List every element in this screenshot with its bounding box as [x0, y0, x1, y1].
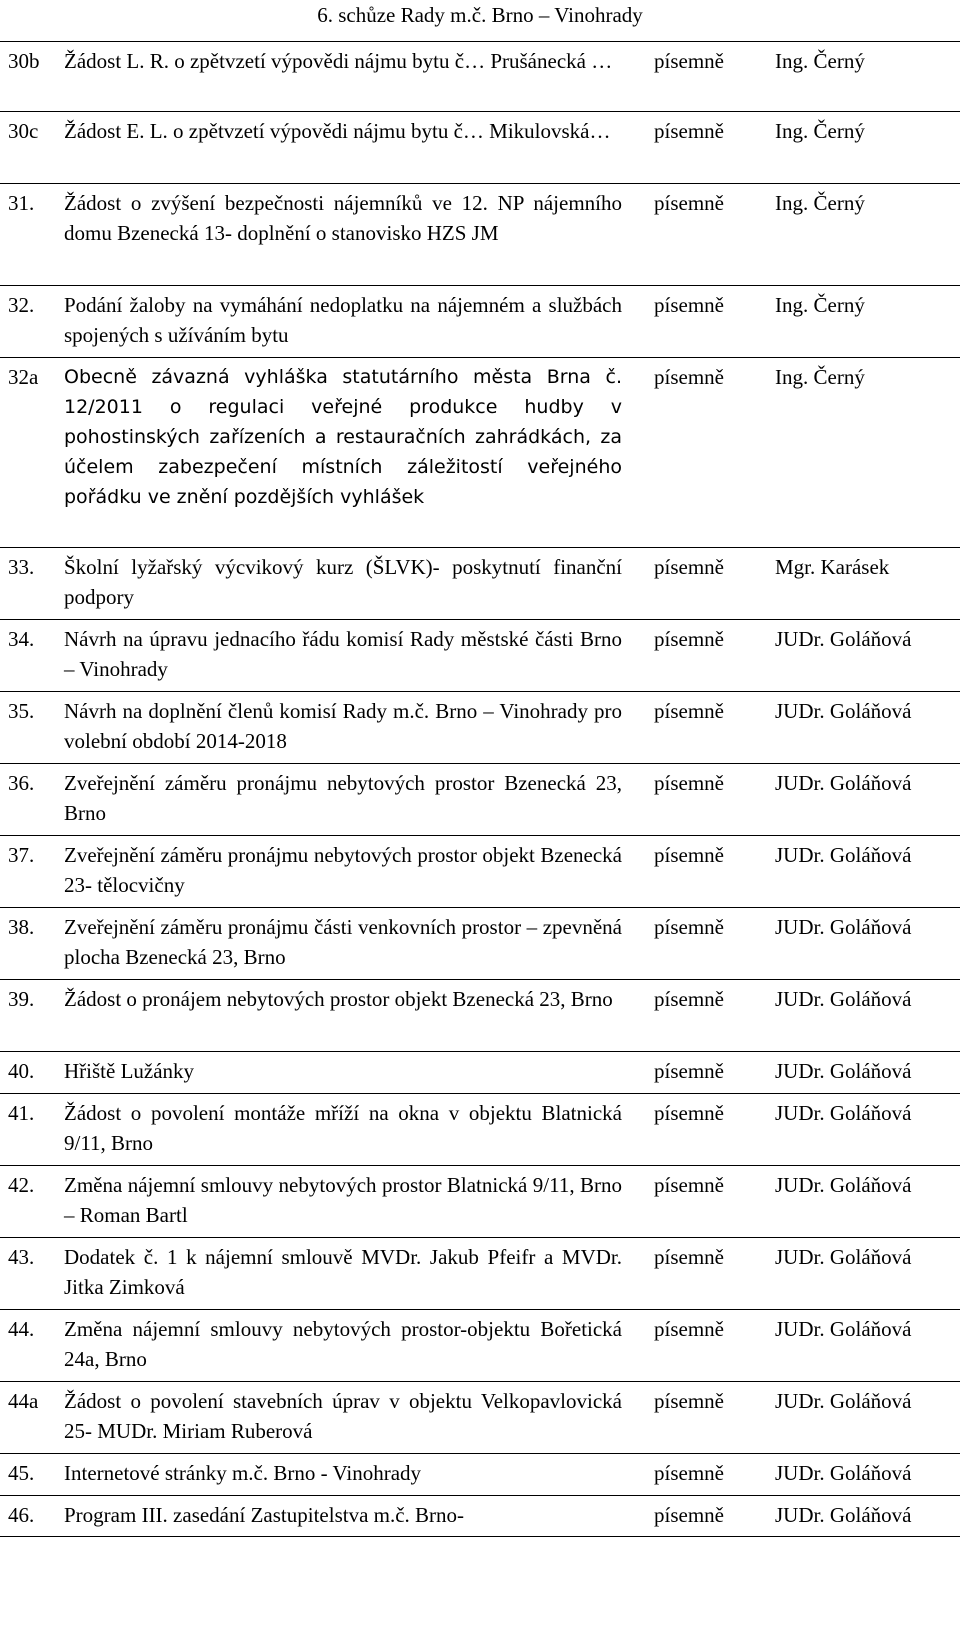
item-form: písemně — [654, 293, 724, 317]
table-row — [0, 357, 960, 547]
item-form: písemně — [654, 1317, 724, 1341]
item-text: Školní lyžařský výcvikový kurz (ŠLVK)- poskytnutí finanční podpory — [64, 555, 622, 609]
table-row — [0, 1093, 960, 1165]
item-form: písemně — [654, 1101, 724, 1125]
item-responsible: JUDr. Goláňová — [775, 1503, 912, 1527]
item-responsible: JUDr. Goláňová — [775, 627, 912, 651]
item-form: písemně — [654, 1461, 724, 1485]
item-number: 30c — [8, 119, 39, 143]
item-text: Žádost o povolení montáže mříží na okna v objektu Blatnická 9/11, Brno — [64, 1101, 622, 1155]
item-text: Zveřejnění záměru pronájmu nebytových prostor Bzenecká 23, Brno — [64, 771, 622, 825]
item-responsible: JUDr. Goláňová — [775, 1389, 912, 1413]
item-form: písemně — [654, 843, 724, 867]
item-responsible: Ing. Černý — [775, 191, 865, 215]
item-text: Žádost o pronájem nebytových prostor objekt Bzenecká 23, Brno — [64, 987, 613, 1011]
item-text: Obecně závazná vyhláška statutárního města Brna č. 12/2011 o regulaci veřejné produkce hudby v pohostinských zařízeních a restauračních zahrádkách, za účelem zabezpečení místních záležitostí veřejného pořádku ve znění pozdějších vyhlášek — [64, 366, 622, 508]
item-number: 44. — [8, 1317, 35, 1341]
table-row — [0, 691, 960, 763]
table-row — [0, 1051, 960, 1093]
item-form: písemně — [654, 987, 724, 1011]
item-form: písemně — [654, 1389, 724, 1413]
item-text: Podání žaloby na vymáhání nedoplatku na nájemném a službách spojených s užíváním bytu — [64, 293, 622, 347]
table-row — [0, 285, 960, 357]
item-responsible: JUDr. Goláňová — [775, 1059, 912, 1083]
item-text: Zveřejnění záměru pronájmu části venkovních prostor – zpevněná plocha Bzenecká 23, Brno — [64, 915, 622, 969]
item-number: 34. — [8, 627, 35, 651]
item-responsible: Ing. Černý — [775, 49, 865, 73]
item-responsible: JUDr. Goláňová — [775, 1173, 912, 1197]
table-row — [0, 763, 960, 835]
item-number: 32a — [8, 365, 39, 389]
item-number: 41. — [8, 1101, 35, 1125]
table-row — [0, 547, 960, 619]
item-text: Žádost E. L. o zpětvzetí výpovědi nájmu bytu č… Mikulovská… — [64, 119, 611, 143]
item-responsible: Ing. Černý — [775, 293, 865, 317]
item-form: písemně — [654, 365, 724, 389]
item-form: písemně — [654, 915, 724, 939]
item-number: 36. — [8, 771, 35, 795]
item-text: Žádost o zvýšení bezpečnosti nájemníků ve 12. NP nájemního domu Bzenecká 13- doplnění o stanovisko HZS JM — [64, 191, 622, 245]
item-responsible: JUDr. Goláňová — [775, 699, 912, 723]
item-number: 42. — [8, 1173, 35, 1197]
item-number: 35. — [8, 699, 35, 723]
item-responsible: JUDr. Goláňová — [775, 1317, 912, 1341]
table-row — [0, 835, 960, 907]
table-row — [0, 1165, 960, 1237]
item-form: písemně — [654, 627, 724, 651]
item-responsible: Ing. Černý — [775, 365, 865, 389]
item-number: 45. — [8, 1461, 35, 1485]
item-number: 37. — [8, 843, 35, 867]
item-text: Zveřejnění záměru pronájmu nebytových prostor objekt Bzenecká 23- tělocvičny — [64, 843, 622, 897]
item-form: písemně — [654, 1059, 724, 1083]
item-text: Hřiště Lužánky — [64, 1059, 195, 1083]
item-form: písemně — [654, 771, 724, 795]
table-row — [0, 1381, 960, 1453]
table-row — [0, 1453, 960, 1495]
item-number: 38. — [8, 915, 35, 939]
item-text: Změna nájemní smlouvy nebytových prostor-objektu Bořetická 24a, Brno — [64, 1317, 622, 1371]
table-row — [0, 979, 960, 1051]
table-row — [0, 1237, 960, 1309]
item-responsible: Ing. Černý — [775, 119, 865, 143]
table-row — [0, 41, 960, 111]
item-responsible: JUDr. Goláňová — [775, 1101, 912, 1125]
item-form: písemně — [654, 49, 724, 73]
item-form: písemně — [654, 1503, 724, 1527]
item-text: Návrh na úpravu jednacího řádu komisí Rady městské části Brno – Vinohrady — [64, 627, 622, 681]
item-form: písemně — [654, 1245, 724, 1269]
item-number: 43. — [8, 1245, 35, 1269]
item-responsible: JUDr. Goláňová — [775, 843, 912, 867]
item-number: 44a — [8, 1389, 39, 1413]
item-form: písemně — [654, 119, 724, 143]
item-number: 32. — [8, 293, 35, 317]
item-number: 31. — [8, 191, 35, 215]
item-responsible: JUDr. Goláňová — [775, 1461, 912, 1485]
item-responsible: JUDr. Goláňová — [775, 987, 912, 1011]
item-number: 46. — [8, 1503, 35, 1527]
item-form: písemně — [654, 555, 724, 579]
item-text: Internetové stránky m.č. Brno - Vinohrady — [64, 1461, 422, 1485]
page-title: 6. schůze Rady m.č. Brno – Vinohrady — [317, 3, 643, 27]
item-form: písemně — [654, 1173, 724, 1197]
table-row — [0, 111, 960, 183]
table-row — [0, 907, 960, 979]
item-form: písemně — [654, 699, 724, 723]
item-text: Program III. zasedání Zastupitelstva m.č. Brno- — [64, 1503, 465, 1527]
item-number: 39. — [8, 987, 35, 1011]
item-number: 40. — [8, 1059, 35, 1083]
item-responsible: JUDr. Goláňová — [775, 915, 912, 939]
item-responsible: JUDr. Goláňová — [775, 771, 912, 795]
table-row — [0, 1495, 960, 1537]
item-form: písemně — [654, 191, 724, 215]
item-text: Žádost o povolení stavebních úprav v objektu Velkopavlovická 25- MUDr. Miriam Ruberová — [64, 1389, 622, 1443]
item-text: Žádost L. R. o zpětvzetí výpovědi nájmu bytu č… Prušánecká … — [64, 49, 613, 73]
table-row — [0, 619, 960, 691]
item-text: Návrh na doplnění členů komisí Rady m.č. Brno – Vinohrady pro volební období 2014-2018 — [64, 699, 622, 753]
agenda-table — [0, 41, 960, 1537]
table-row — [0, 1309, 960, 1381]
item-responsible: Mgr. Karásek — [775, 555, 890, 579]
item-number: 30b — [8, 49, 40, 73]
item-responsible: JUDr. Goláňová — [775, 1245, 912, 1269]
item-number: 33. — [8, 555, 35, 579]
item-text: Změna nájemní smlouvy nebytových prostor Blatnická 9/11, Brno – Roman Bartl — [64, 1173, 622, 1227]
item-text: Dodatek č. 1 k nájemní smlouvě MVDr. Jakub Pfeifr a MVDr. Jitka Zimková — [64, 1245, 622, 1299]
table-row — [0, 183, 960, 285]
